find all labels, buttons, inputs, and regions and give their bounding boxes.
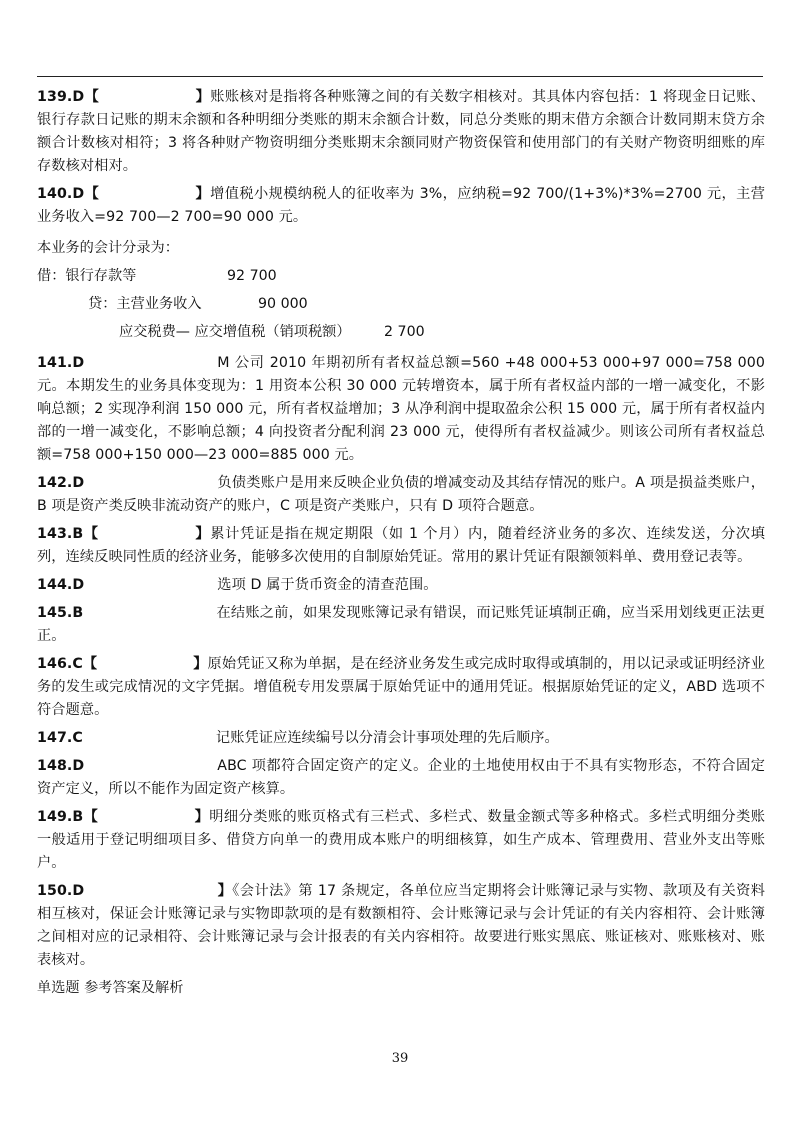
answer-145 (37, 602, 765, 648)
answer-number: 146.C (37, 656, 83, 672)
answer-number: 139.D (37, 89, 85, 105)
answer-text: 账账核对是指将各种账簿之间的有关数字相核对。其具体内容包括：1 将现金日记账、银行存款日记账的期末余额和各种明细分类账的期末余额合计数，同总分类账的期末借方余额合计数同期末贷方余额合计数核对相符；3 将各种财产物资明细分类账期末余额同财产物资保管和使用部门的有关财产物资明细账的库存数核对相对。 (37, 89, 765, 174)
section-title: 单选题 参考答案及解析 (37, 980, 184, 996)
answer-142 (37, 472, 765, 518)
answer-text: 负债类账户是用来反映企业负债的增减变动及其结存情况的账户。A 项是损益类账户，B 项是资产类反映非流动资产的账户，C 项是资产类账户，只有 D 项符合题意。 (37, 475, 765, 514)
answer-number: 143.B (37, 526, 84, 542)
entry-credit2-amount: 2 700 (384, 323, 425, 340)
answer-147 (37, 727, 765, 750)
answer-141 (37, 352, 765, 467)
answer-148 (37, 755, 765, 801)
answer-text: 选项 D 属于货币资金的清查范围。 (217, 577, 438, 593)
header-rule (37, 76, 763, 77)
answer-number: 142.D (37, 475, 85, 491)
answer-text: 《会计法》第 17 条规定，各单位应当定期将会计账簿记录与实物、款项及有关资料相互核对，保证会计账簿记录与实物即款项的是有数额相符、会计账簿记录与会计凭证的有关内容相符、会计账簿之间相对应的记录相符、会计账簿记录与会计报表的有关内容相符。故要进行账实黑底、账证核对、账账核对、账表核对。 (37, 883, 766, 968)
answer-number: 140.D (37, 186, 85, 202)
answer-number: 150.D (37, 883, 85, 899)
answer-text: 原始凭证又称为单据，是在经济业务发生或完成时取得或填制的，用以记录或证明经济业务的发生或完成情况的文字凭据。增值税专用发票属于原始凭证中的通用凭证。根据原始凭证的定义，ABD 选项不符合题意。 (37, 656, 766, 718)
page-number: 39 (391, 1051, 409, 1066)
entry-credit-label: 贷：主营业务收入 (88, 295, 202, 312)
entry-credit-line (37, 290, 765, 318)
answer-text: 明细分类账的账页格式有三栏式、多栏式、数量金额式等多种格式。多栏式明细分类账一般适用于登记明细项目多、借贷方向单一的费用成本账户的明细核算，如生产成本、管理费用、营业外支出等账户。 (37, 809, 765, 871)
answer-140: 140.D【 】增值税小规模纳税人的征收率为 3%，应纳税=92 700/(1+3%)*3%=2700 元，主营业务收入=92 700—2 700=90 000 元。 (37, 186, 765, 225)
entry-debit-amount: 92 700 (227, 267, 277, 284)
answer-text: 记账凭证应连续编号以分清会计事项处理的先后顺序。 (215, 730, 559, 746)
answer-number: 145.B (37, 605, 84, 621)
answer-text: M 公司 2010 年期初所有者权益总额=560 +48 000+53 000+97 000=758 000 元。本期发生的业务具体变现为：1 用资本公积 30 000 元转增资本，属于所有者权益内部的一增一减变化，不影响总额；2 实现净利润 150 000 元，所有者权益增加；3 从净利润中提取盈余公积 15 000 元，属于所有者权益内部的一增一减变化，不影响总额；4 向投资者分配利润 23 000 元，使得所有者权益减少。则该公司所有者权益总额=758 000+150 000—23 000=885 000 元。 (37, 355, 765, 463)
answer-139: 139.D【 】账账核对是指将各种账簿之间的有关数字相核对。其具体内容包括：1 将现金日记账、银行存款日记账的期末余额和各种明细分类账的期末余额合计数，同总分类账的期末借方余额合计数同期末贷方余额合计数核对相符；3 将各种财产物资明细分类账期末余额同财产物资保管和使用部门的有关财产物资明细账的库存数核对相对。 (37, 89, 765, 174)
answer-149: 149.B【 】明细分类账的账页格式有三栏式、多栏式、数量金额式等多种格式。多栏式明细分类账一般适用于登记明细项目多、借贷方向单一的费用成本账户的明细核算，如生产成本、管理费用、营业外支出等账户。 (37, 809, 765, 871)
entry-debit-line (37, 262, 765, 290)
answer-number: 148.D (37, 758, 85, 774)
answer-text: 在结账之前，如果发现账簿记录有错误，而记账凭证填制正确，应当采用划线更正法更正。 (37, 605, 765, 644)
answer-text: 增值税小规模纳税人的征收率为 3%，应纳税=92 700/(1+3%)*3%=2700 元，主营业务收入=92 700—2 700=90 000 元。 (37, 186, 765, 225)
answer-list (37, 86, 765, 1000)
answer-150: 150.D 】《会计法》第 17 条规定，各单位应当定期将会计账簿记录与实物、款项及有关资料相互核对，保证会计账簿记录与实物即款项的是有数额相符、会计账簿记录与会计凭证的有关内容相符、会计账簿之间相对应的记录相符、会计账簿记录与会计报表的有关内容相符。故要进行账实黑底、账证核对、账账核对、账表核对。 (37, 883, 766, 968)
answer-number: 147.C (37, 730, 83, 746)
answer-number: 141.D (37, 355, 85, 371)
answer-text: ABC 项都符合固定资产的定义。企业的土地使用权由于不具有实物形态，不符合固定资产定义，所以不能作为固定资产核算。 (37, 758, 765, 797)
answer-143: 143.B【 】累计凭证是指在规定期限（如 1 个月）内，随着经济业务的多次、连续发送，分次填列，连续反映同性质的经济业务，能够多次使用的自制原始凭证。常用的累计凭证有限额领料单、费用登记表等。 (37, 526, 765, 565)
entry-debit-label: 借：银行存款等 (37, 267, 137, 284)
entry-credit2-label: 应交税费— 应交增值税（销项税额） (119, 323, 351, 340)
answer-text: 累计凭证是指在规定期限（如 1 个月）内，随着经济业务的多次、连续发送，分次填列，连续反映同性质的经济业务，能够多次使用的自制原始凭证。常用的累计凭证有限额领料单、费用登记表等。 (37, 526, 765, 565)
answer-146: 146.C【 】原始凭证又称为单据，是在经济业务发生或完成时取得或填制的，用以记录或证明经济业务的发生或完成情况的文字凭据。增值税专用发票属于原始凭证中的通用凭证。根据原始凭证的定义，ABD 选项不符合题意。 (37, 656, 766, 718)
entry-intro: 本业务的会计分录为： (37, 239, 179, 256)
entry-credit2-line (37, 318, 765, 346)
entry-credit-amount: 90 000 (258, 295, 308, 312)
answer-number: 149.B (37, 809, 84, 825)
journal-entry (37, 234, 765, 346)
answer-number: 144.D (37, 577, 85, 593)
answer-144 (37, 574, 765, 597)
